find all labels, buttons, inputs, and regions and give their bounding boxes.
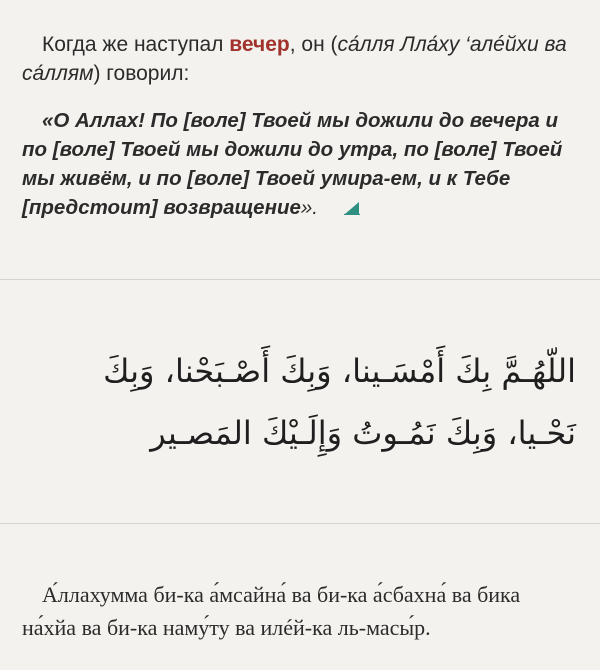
transliteration: А́ллахумма би-ка а́мсайна́ ва би-ка а́сбахна́ ва бика на́хйа ва би-ка наму́ту ва илéй-ка ль-масы́р. [22, 582, 521, 640]
divider-bottom [0, 523, 600, 524]
dua-translation [22, 106, 578, 222]
intro-before: Когда же наступал [42, 33, 230, 56]
divider-top [0, 279, 600, 280]
intro-middle: , он ( [289, 33, 338, 56]
highlight-word: вечер [229, 33, 290, 56]
hadith-section [22, 30, 578, 222]
dua-translation-closing: ». [300, 196, 318, 219]
intro-after: ) говорил: [93, 62, 190, 85]
honorific-phrase: са́лля Лла́ху ‘алéйхи ва са́ллям [22, 33, 567, 85]
intro-paragraph [22, 30, 578, 88]
triangle-marker-icon[interactable] [324, 194, 340, 208]
dua-translation-text: «О Аллах! По [воле] Твоей мы дожили до вечера и по [воле] Твоей мы дожили до утра, по [воле] Твоей мы живём, и по [воле] Твоей умира-ем, и к Тебе [предстоит] возвращение [22, 109, 563, 219]
arabic-dua: اللّهُـمَّ بِكَ أَمْسَـينا، وَبِكَ أَصْـبَحْنا، وَبِكَ نَحْـيا، وَبِكَ نَمُـوتُ وَإِلَـيْكَ المَصـير [103, 352, 576, 452]
